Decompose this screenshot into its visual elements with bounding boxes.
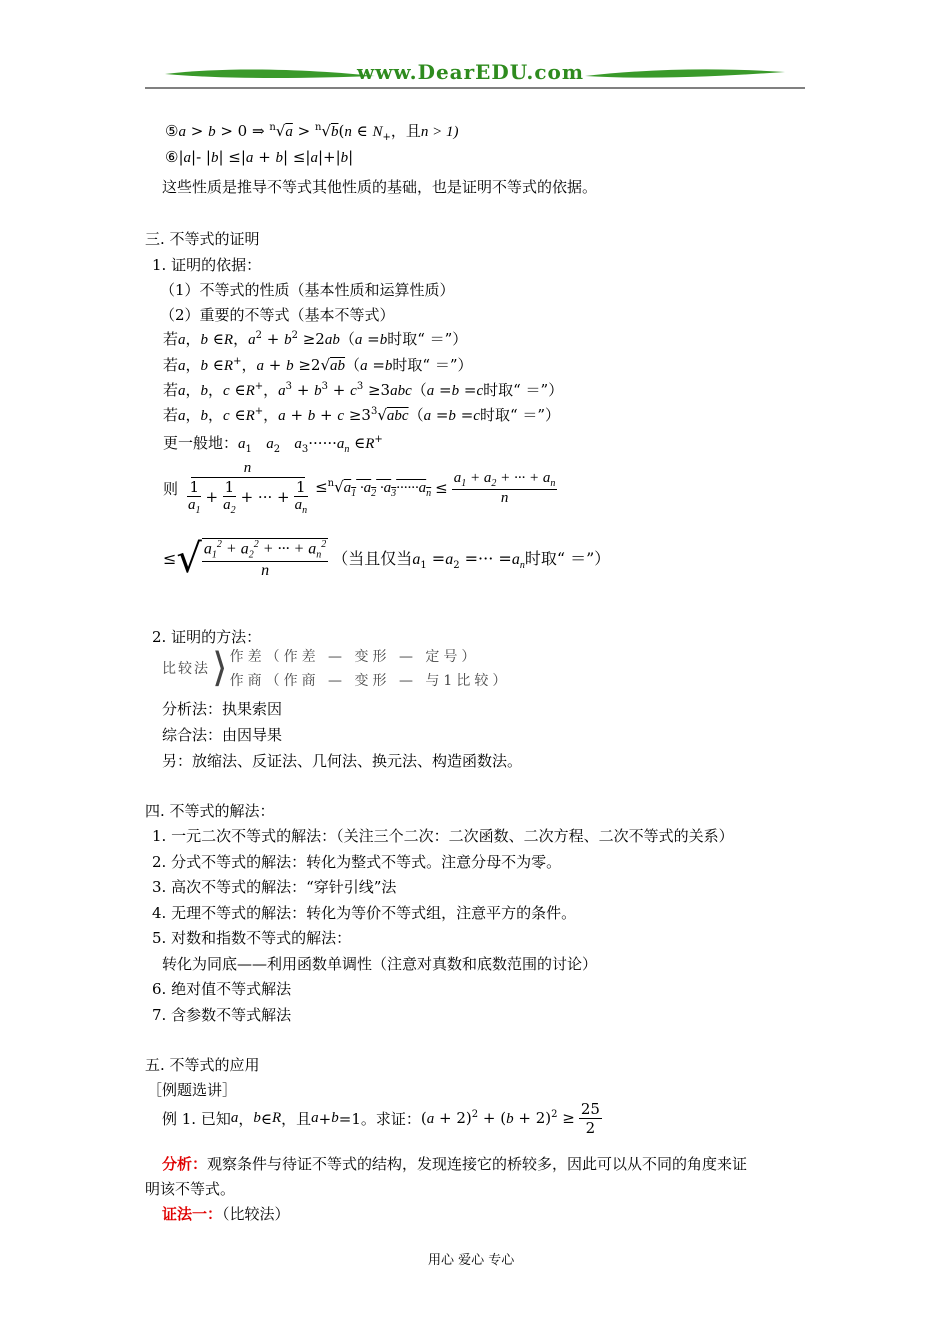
sec3-i1: （1）不等式的性质（基本性质和运算性质） [160,281,455,299]
sec4-item-1: 1. 一元二次不等式的解法：（关注三个二次：二次函数、二次方程、二次不等式的关系） [152,827,734,845]
sec4-item-7: 7. 含参数不等式解法 [152,1006,292,1024]
section-5-title: 五. 不等式的应用 [145,1056,260,1074]
sec3-zonghe: 综合法：由因导果 [162,726,283,744]
sec3-fenxi: 分析法：执果索因 [162,700,283,718]
sec3-s1: 1. 证明的依据： [152,256,262,274]
sec3-i2: （2）重要的不等式（基本不等式） [160,306,395,324]
proof-1: 证法一：（比较法） [162,1205,290,1223]
analysis-cont: 明该不等式。 [145,1180,236,1198]
sec4-item-6: 6. 绝对值不等式解法 [152,980,292,998]
site-name: www.DearEDU.com [357,60,585,84]
ineq-1: 若a，b ∈R，$a^2 + b^2 \ge 2ab(a =b$时取“ ＝”） [163,330,468,348]
sec4-item-5-detail: 转化为同底——利用函数单调性（注意对真数和底数范围的讨论） [162,955,598,973]
mean-inequality: 则 n $\frac{1}{a_1}$ + $\frac{1}{a_2}$ + ··· + $\frac{1}{a_n}$ $\le^n√a_1 \cdot a_2 \cdot a_3\cdot\cdot\cdot\cdot\cdot\cdot a_n$ ≤ $\frac{a_1 + a_2 + \cdot\cdot\cdot + a_n}{n}$ [163,460,556,516]
section-4-title: 四. 不等式的解法： [145,802,275,820]
ineq-3: 若a，b，c ∈R+，$a^3 + b^3 + c^3 \ge 3abc(a =b =c$时取“ ＝”） [163,381,564,399]
sec4-item-5: 5. 对数和指数不等式的解法： [152,929,352,947]
page-footer: 用心 爱心 专心 [428,1253,515,1268]
property-6: ⑥|a|- |b| ≤|a + b| ≤|a|+|b| [165,148,354,166]
comparison-method: 比较法 ⟩ 作差（作差 — 变形 — 定号） 作商（作商 — 变形 — 与1比较） [162,645,511,691]
summary-text: 这些性质是推导不等式其他性质的基础，也是证明不等式的依据。 [162,178,598,196]
header-logo [145,62,805,90]
ineq-4: 若a，b，c ∈R+，$a + b + c \ge 3^3√abc(a =b =c$时取“ ＝”） [163,406,561,424]
sec3-other: 另：放缩法、反证法、几何法、换元法、构造函数法。 [162,752,523,770]
ineq-2: 若a，b ∈R+，a + b ≥2√ab（a =b时取“ ＝”） [163,356,473,374]
sec3-s2: 2. 证明的方法： [152,628,262,646]
example-1: 例 1. 已知 a ， b ∈ R ，且 a + b =1 。求证： $(a + 2)^2 + (b + 2)^2$ ≥ $\frac{25}{2}$ [162,1100,600,1137]
sec4-item-3: 3. 高次不等式的解法：“穿针引线”法 [152,878,397,896]
sec4-item-4: 4. 无理不等式的解法：转化为等价不等式组，注意平方的条件。 [152,904,577,922]
quadratic-mean: ≤ √ $\frac{a_1^2 + a_2^2 + \cdot\cdot\cdot + a_n^2}{n}$ （当且仅当$a_1 =a_2$ =··· $=a_n$时取“ ＝”） [163,535,611,582]
sec4-item-2: 2. 分式不等式的解法：转化为整式不等式。注意分母不为零。 [152,853,562,871]
examples-heading: ［例题选讲］ [147,1081,238,1099]
analysis: 分析：观察条件与待证不等式的结构，发现连接它的桥较多，因此可以从不同的角度来证 [162,1155,748,1173]
property-5: ⑤a > b > 0 ⇒ $^n$√a > $^n$√b(n ∈ $N_+$，且n > 1) [165,122,459,143]
general-case: 更一般地：$a_1$ $a_2$ $a_3\cdot\cdot\cdot\cdot\cdot\cdot a_n$ ∈R+ [163,434,383,455]
section-3-title: 三. 不等式的证明 [145,230,260,248]
